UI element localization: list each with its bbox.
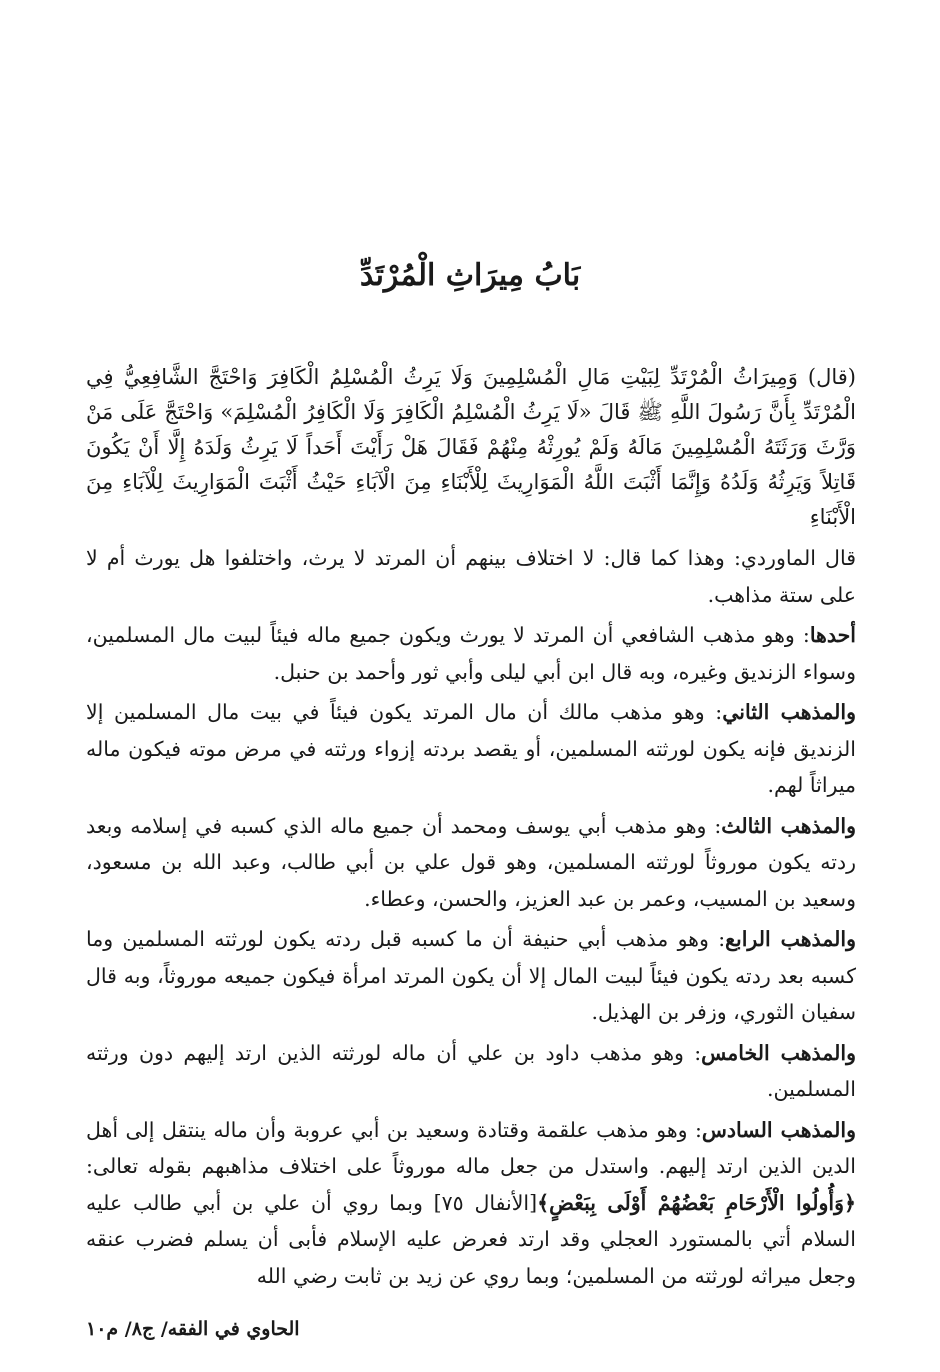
paragraph-label: والمذهب الثالث: [721, 813, 856, 838]
paragraph-text: : وهو مذهب الشافعي أن المرتد لا يورث ويكون جميع ماله فيئاً لبيت مال المسلمين، وسواء الزنديق وغيره، وبه قال ابن أبي ليلى وأبي ثور وأحمد بن حنبل.: [86, 623, 856, 684]
paragraph-madhhab-1: [86, 617, 856, 690]
paragraph-label: والمذهب الثاني: [722, 700, 856, 724]
paragraph-madhhab-3: [86, 808, 856, 918]
commentary-body: [86, 540, 856, 1294]
paragraph-madhhab-4: [86, 921, 856, 1031]
paragraph-intro: [86, 540, 856, 613]
paragraph-text: : وهو مذهب أبي حنيفة أن ما كسبه قبل ردته يكون لورثته المسلمين وما كسبه بعد ردته يكون فيئاً لبيت المال إلا أن يكون المرتد امرأة فيكون جميعه موروثاً، وبه قال سفيان الثوري، وزفر بن الهذيل.: [86, 927, 856, 1024]
matn-text: (قال) وَمِيرَاثُ الْمُرْتَدِّ لِبَيْتِ مَالِ الْمُسْلِمِينَ وَلَا يَرِثُ الْمُسْلِمُ الْكَافِرَ وَاحْتَجَّ الشَّافِعِيُّ فِي الْمُرْتَدِّ بِأَنَّ رَسُولَ اللَّهِ ﷺ قَالَ «لَا يَرِثُ الْمُسْلِمُ الْكَافِرَ وَلَا الْكَافِرُ الْمُسْلِمَ» وَاحْتَجَّ عَلَى مَنْ وَرَّثَ وَرَثَتَهُ الْمُسْلِمِينَ مَالَهُ وَلَمْ يُورِثْهُ مِنْهُمْ فَقَالَ هَلْ رَأَيْتَ أَحَداً لَا يَرِثُ وَلَدَهُ إِلَّا أَنْ يَكُونَ قَاتِلاً وَيَرِثُهُ وَلَدُهُ وَإِنَّمَا أَثْبَتَ اللَّهُ الْمَوَارِيثَ لِلْأَبْنَاءِ مِنَ الْآبَاءِ حَيْثُ أَثْبَتَ الْمَوَارِيثَ لِلْآبَاءِ مِنَ الْأَبْنَاءِ: [86, 365, 856, 529]
paragraph-madhhab-5: [86, 1035, 856, 1108]
paragraph-label: والمذهب الرابع: [725, 927, 856, 951]
paragraph-text: : وهو مذهب أبي يوسف ومحمد أن جميع ماله الذي كسبه في إسلامه وبعد ردته يكون موروثاً لورثته المسلمين، وهو قول علي بن أبي طالب، وعبد الله بن مسعود، وسعيد بن المسيب، وعمر بن عبد العزيز، والحسن، وعطاء.: [86, 813, 856, 911]
paragraph-label: والمذهب السادس: [701, 1117, 856, 1142]
paragraph-text-continued: [الأنفال ٧٥] وبما روي أن علي بن أبي طالب عليه السلام أتي بالمستورد العجلي وقد ارتد فعرض عليه الإسلام فأبى أن يسلم فضرب عنقه وجعل ميراثه لورثته من المسلمين؛ وبما روي عن زيد بن ثابت رضي الله: [86, 1190, 856, 1288]
paragraph-label: أحدها: [809, 623, 856, 647]
paragraph-madhhab-2: [86, 694, 856, 804]
page-footer: الحاوي في الفقه/ ج٨/ م١٠: [86, 1318, 300, 1340]
quran-verse: ﴿وَأُولُوا الْأَرْحَامِ بَعْضُهُمْ أَوْلَى بِبَعْضٍ﴾: [537, 1190, 856, 1215]
paragraph-text: قال الماوردي: وهذا كما قال: لا اختلاف بينهم أن المرتد لا يرث، واختلفوا هل يورث أم لا على ستة مذاهب.: [86, 546, 856, 607]
paragraph-text: : وهو مذهب داود بن علي أن ماله لورثته الذين ارتد إليهم دون ورثته المسلمين.: [86, 1040, 856, 1101]
paragraph-text: : وهو مذهب علقمة وقتادة وسعيد بن أبي عروبة وأن ماله ينتقل إلى أهل الدين الذين ارتد إليهم. واستدل من جعل ماله موروثاً على اختلاف مذاهبهم بقوله تعالى:: [86, 1117, 856, 1178]
paragraph-label: والمذهب الخامس: [701, 1040, 856, 1065]
chapter-title: بَابُ مِيرَاثِ الْمُرْتَدِّ: [359, 258, 581, 293]
paragraph-madhhab-6: [86, 1112, 856, 1295]
paragraph-text: : وهو مذهب مالك أن مال المرتد يكون فيئاً في بيت مال المسلمين إلا الزنديق فإنه يكون لورثته المسلمين، أو يقصد بردته إزواء ورثته في مرض موته فيكون ماله ميراثاً لهم.: [86, 700, 856, 797]
